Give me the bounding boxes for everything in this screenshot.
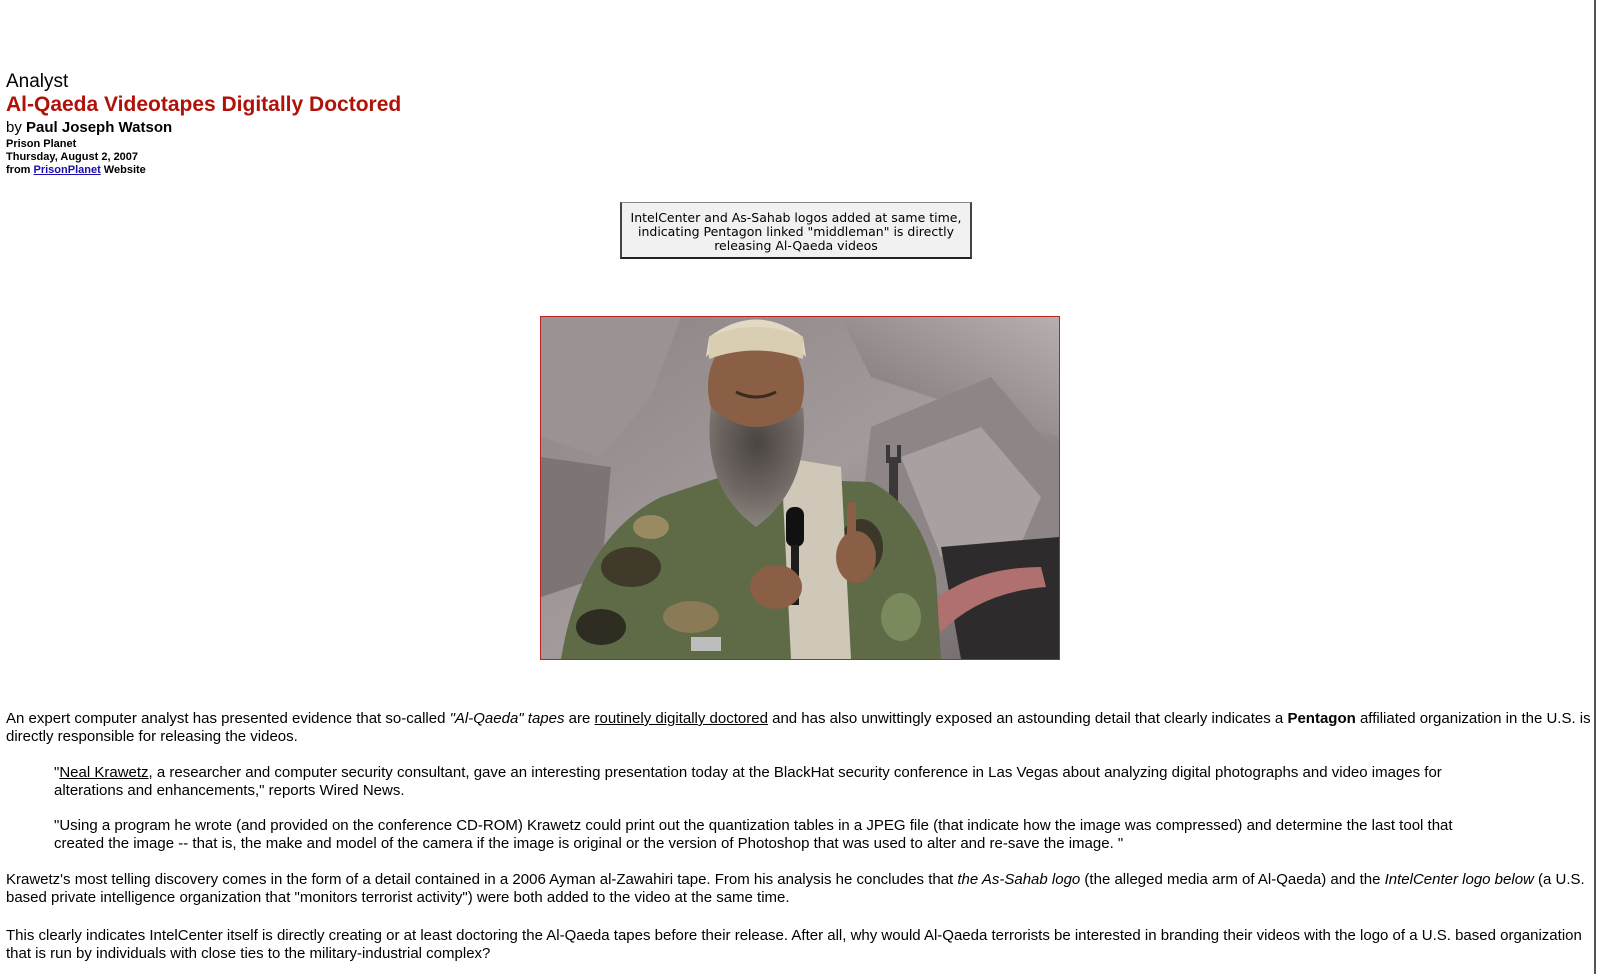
quote-program: "Using a program he wrote (and provided on the conference CD-ROM) Krawetz could print out the quantization tables in a JPEG file (that indicate how the image was compressed) and determine the last tool that created the image -- that is, the make and model of the camera if the image is original or the version of Photoshop that was used to alter and re-save the image. " xyxy=(54,817,1453,852)
quote-krawetz xyxy=(6,764,1592,800)
author-name: Paul Joseph Watson xyxy=(26,119,173,136)
article-header xyxy=(6,71,401,177)
article-body xyxy=(6,710,1592,963)
intro-text-3: and has also unwittingly exposed an astounding detail that clearly indicates a xyxy=(767,710,1288,727)
video-still-photo xyxy=(540,316,1060,660)
intro-italic-tapes: "Al-Qaeda" tapes xyxy=(449,710,565,727)
publication: Prison Planet xyxy=(6,138,77,150)
quote-open-mark: " xyxy=(54,764,60,781)
image-caption-box xyxy=(620,202,972,259)
paragraph-intro xyxy=(6,710,1592,746)
headline: Al-Qaeda Videotapes Digitally Doctored xyxy=(6,93,402,116)
from-suffix: Website xyxy=(100,164,146,176)
source-line xyxy=(6,164,401,177)
discovery-text-3: (a U.S. based private intelligence organization that "monitors terrorist activity") were both added to the video at the same time. xyxy=(6,871,1585,906)
intro-text-4: affiliated organization in the U.S. is directly responsible for releasing the videos. xyxy=(6,710,1591,745)
intro-text-2: are xyxy=(564,710,595,727)
doctored-link[interactable]: routinely digitally doctored xyxy=(594,710,768,727)
intro-text-1: An expert computer analyst has presented evidence that so-called xyxy=(6,710,450,727)
image-caption: IntelCenter and As-Sahab logos added at same time, indicating Pentagon linked "middleman" is directly releasing Al-Qaeda videos xyxy=(630,210,962,253)
discovery-italic-intelcenter: IntelCenter logo below xyxy=(1384,871,1534,888)
discovery-italic-assahab: the As-Sahab logo xyxy=(957,871,1081,888)
intro-bold-pentagon: Pentagon xyxy=(1287,710,1356,727)
prisonplanet-link[interactable]: PrisonPlanet xyxy=(33,164,101,176)
neal-krawetz-link[interactable]: Neal Krawetz xyxy=(59,764,149,781)
paragraph-conclusion: This clearly indicates IntelCenter itself is directly creating or at least doctoring the Al-Qaeda tapes before their release. After all, why would Al-Qaeda terrorists be interested in branding their videos with the logo of a U.S. based organization that is run by individuals with close ties to the military-industrial complex? xyxy=(6,927,1582,962)
kicker: Analyst xyxy=(6,71,69,92)
paragraph-discovery xyxy=(6,871,1592,907)
byline xyxy=(6,118,401,138)
discovery-text-1: Krawetz's most telling discovery comes in the form of a detail contained in a 2006 Ayman al-Zawahiri tape. From his analysis he concludes that xyxy=(6,871,958,888)
from-prefix: from xyxy=(6,164,34,176)
photo-illustration xyxy=(541,317,1059,659)
publish-date: Thursday, August 2, 2007 xyxy=(6,151,139,163)
by-prefix: by xyxy=(6,119,27,136)
page-right-border xyxy=(1594,0,1596,974)
quote-krawetz-text: , a researcher and computer security consultant, gave an interesting presentation today at the BlackHat security conference in Las Vegas about analyzing digital photographs and video images for alterations and enhancements," reports Wired News. xyxy=(54,764,1442,799)
discovery-text-2: (the alleged media arm of Al-Qaeda) and the xyxy=(1080,871,1385,888)
